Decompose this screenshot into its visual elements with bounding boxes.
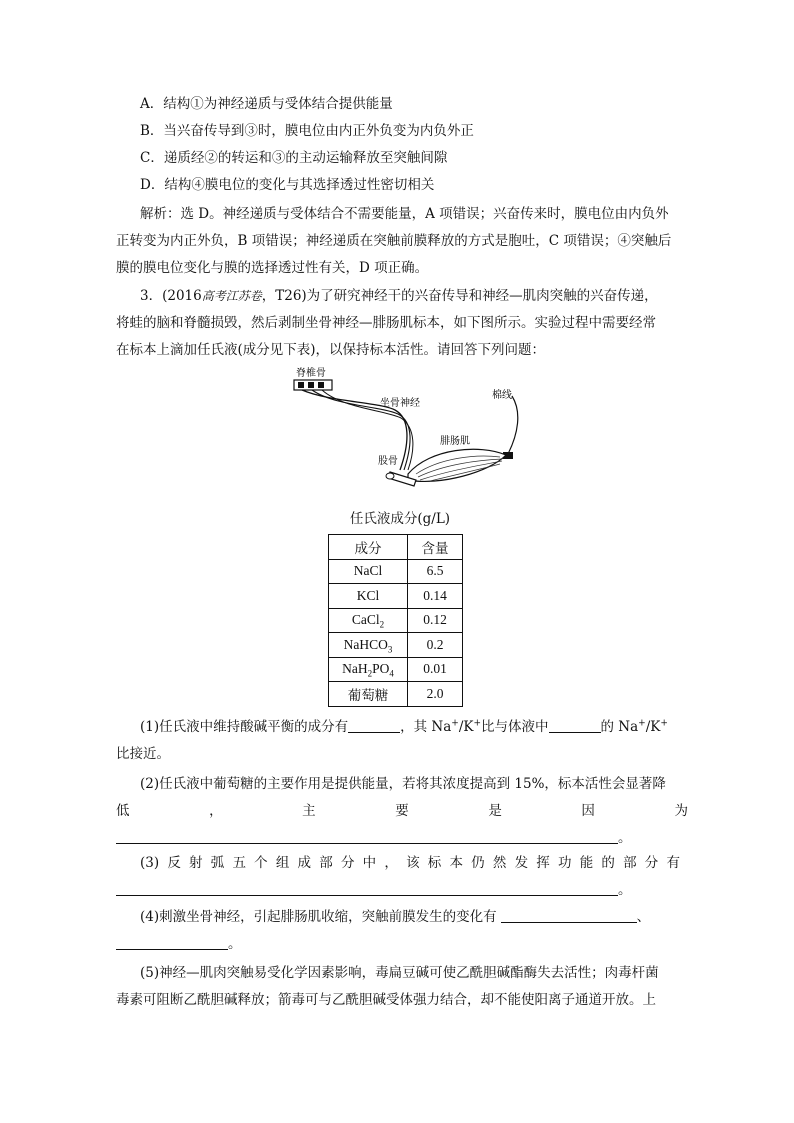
q4-text: (4)刺激坐骨神经，引起腓肠肌收缩，突触前膜发生的变化有 [140,909,497,925]
analysis-line-1: 解析：选 D。神经递质与受体结合不需要能量，A 项错误；兴奋传来时，膜电位由内负外 [140,206,669,222]
question-3-number: 3．(2016 [140,288,202,304]
option-a: A．结构①为神经递质与受体结合提供能量 [140,96,393,112]
q4-line-2 [116,933,682,955]
femur-head [386,473,394,479]
label-spine: 脊椎骨 [296,368,326,379]
table-row [329,608,463,633]
q1-answer-blank-2[interactable] [549,718,601,733]
q2-line-3 [116,827,682,849]
q3-word: 弧 [210,855,225,871]
label-gastrocnemius: 腓肠肌 [440,436,470,447]
table-caption: 任氏液成分(g/L) [349,511,451,527]
q5-line-2: 毒素可阻断乙酰胆碱释放；箭毒可与乙酰胆碱受体强力结合，却不能使阳离子通道开放。上 [116,992,656,1008]
table-header-amount: 含量 [408,535,463,560]
q3-word: 组 [275,855,290,871]
q2-word: 低 [116,803,130,819]
q2-word: 为 [674,803,688,819]
table-row [329,633,463,658]
question-3-line-3: 在标本上滴加任氏液(成分见下表)，以保持标本活性。请回答下列问题： [116,342,546,358]
q4-line-1 [140,906,682,928]
q2-line-2 [116,800,688,822]
q4-end: 。 [228,936,242,952]
option-b: B．当兴奋传导到③时，膜电位由内正外负变为内负外正 [140,123,474,139]
formula-subscript: 2 [367,668,373,679]
label-cotton-thread: 棉线 [492,390,512,401]
q3-answer-blank[interactable] [116,881,618,896]
analysis-line-3: 膜的膜电位变化与膜的选择透过性有关，D 项正确。 [116,260,429,276]
q3-word: 发 [514,855,529,871]
analysis-line-2: 正转变为内正外负，B 项错误；神经递质在突触前膜释放的方式是胞吐，C 项错误；④突触后 [116,233,672,249]
q2-word: ， [209,803,223,819]
q4-separator: 、 [636,909,651,925]
label-femur: 股骨 [378,456,398,467]
table-header-component: 成分 [329,535,408,560]
q3-word: 本 [449,855,463,871]
amount-cacl2: 0.12 [408,608,463,633]
q3-word: 分 [644,855,659,871]
component-nacl: NaCl [329,559,408,584]
q1-text: /K [458,719,474,735]
q3-line-1 [140,852,680,874]
q2-answer-blank[interactable] [116,829,618,844]
q3-word: (3) [140,855,160,871]
q3-word: 分 [340,855,355,871]
formula-subscript: 2 [379,619,385,630]
component-nah2po4 [329,657,408,682]
component-cacl2 [329,608,408,633]
component-kcl: KCl [329,584,408,609]
spine-segment [298,382,304,388]
q3-end: 。 [618,882,632,898]
spine-segment [308,382,314,388]
q1-answer-blank-1[interactable] [348,718,400,733]
superscript-plus: + [451,718,459,729]
question-3-line-2: 将蛙的脑和脊髓损毁，然后剥制坐骨神经—腓肠肌标本，如下图所示。实验过程中需要经常 [116,315,656,331]
q3-word: 五 [232,855,246,871]
table-row [329,559,463,584]
q2-word: 主 [302,803,316,819]
q3-word: 成 [297,855,312,871]
q2-word: 要 [395,803,409,819]
q3-word: 标 [427,855,442,871]
formula-part: PO [372,661,390,677]
sciatic-nerve-gastrocnemius-figure [290,362,530,498]
q3-word: 然 [492,855,507,871]
gastrocnemius-muscle [408,449,506,481]
table-header-row [329,535,463,560]
formula-subscript: 4 [389,668,394,679]
label-sciatic-nerve: 坐骨神经 [380,398,420,409]
ringer-solution-table [328,534,463,707]
q1-line-1 [140,716,682,738]
q2-line-1: (2)任氏液中葡萄糖的主要作用是提供能量，若将其浓度提高到 15%，标本活性会显著降 [140,776,666,792]
q4-answer-blank-2[interactable] [116,935,228,950]
q2-end: 。 [618,830,632,846]
amount-nacl: 6.5 [408,559,463,584]
option-d: D．结构④膜电位的变化与其选择透过性密切相关 [140,177,435,193]
cotton-thread [508,396,518,454]
amount-nahco3: 0.2 [408,633,463,658]
q3-word: ， [384,855,398,871]
q3-word: 仍 [471,855,485,871]
question-3-source: 高考江苏卷 [201,289,262,303]
question-3-line-1 [140,285,682,307]
q1-text: ，其 Na [400,719,452,735]
q1-text: (1)任氏液中维持酸碱平衡的成分有 [140,719,349,735]
formula-subscript: 3 [387,644,393,655]
q3-word: 挥 [536,855,550,871]
q3-word: 能 [579,855,594,871]
superscript-plus: + [660,718,668,729]
superscript-plus: + [638,718,646,729]
formula-part: CaCl [351,612,380,628]
table-row [329,657,463,682]
amount-glucose: 2.0 [408,682,463,707]
q3-word: 功 [557,855,572,871]
q3-line-2 [116,879,682,901]
q4-answer-blank-1[interactable] [501,908,637,923]
question-3-line-1-rest: ，T26)为了研究神经干的兴奋传导和神经—肌肉突触的兴奋传递， [261,288,658,304]
q3-word: 该 [406,855,420,871]
option-c: C．递质经②的转运和③的主动运输释放至突触间隙 [140,150,448,166]
q3-word: 射 [189,855,203,871]
q3-word: 个 [254,855,268,871]
component-nahco3 [329,633,408,658]
q1-text: /K [645,719,661,735]
q1-line-2: 比接近。 [116,746,170,762]
q3-word: 部 [319,855,333,871]
q5-line-1: (5)神经—肌肉突触易受化学因素影响，毒扁豆碱可使乙酰胆碱酯酶失去活性；肉毒杆菌 [140,965,659,981]
q2-word: 是 [488,803,502,819]
q3-word: 部 [623,855,637,871]
amount-nah2po4: 0.01 [408,657,463,682]
spine-segment [318,382,324,388]
amount-kcl: 0.14 [408,584,463,609]
formula-part: NaH [342,661,368,677]
table-row [329,682,463,707]
component-glucose: 葡萄糖 [329,682,408,707]
q2-word: 因 [581,803,595,819]
q3-word: 有 [666,855,680,871]
table-row [329,584,463,609]
q3-word: 中 [362,855,377,871]
formula-part: NaHCO [343,636,388,652]
superscript-plus: + [473,718,482,729]
q1-text: 比与体液中 [481,719,549,735]
q3-word: 反 [167,855,181,871]
q3-word: 的 [601,855,615,871]
q1-text: 的 Na [600,719,639,735]
